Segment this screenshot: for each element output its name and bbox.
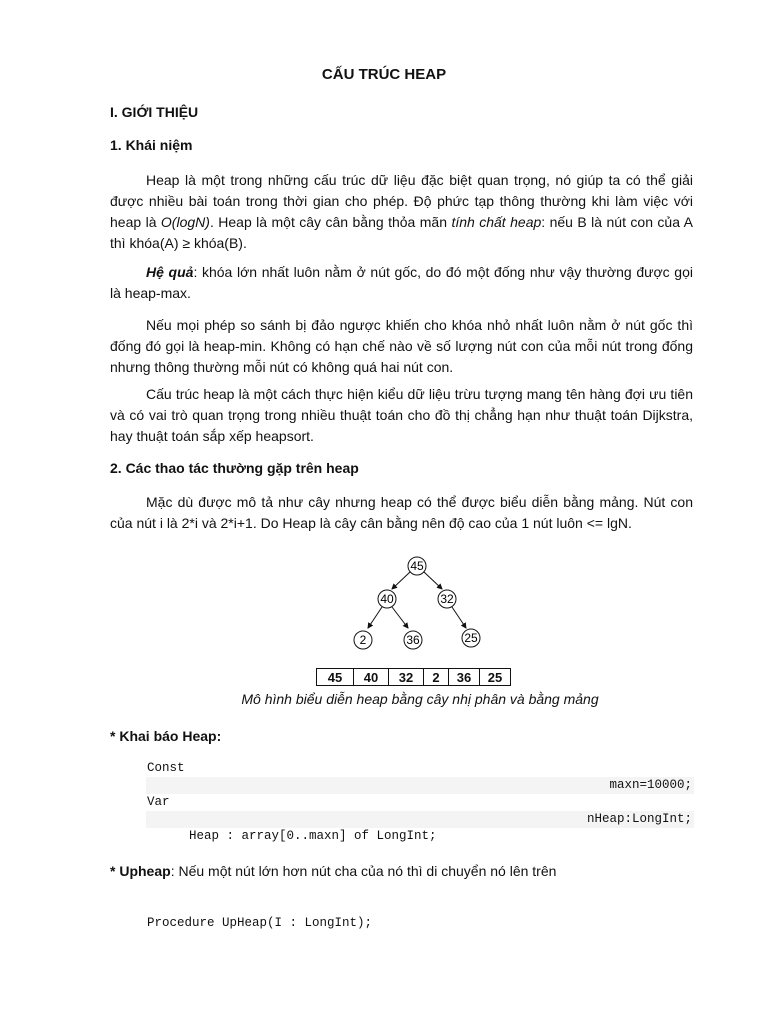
node-right-right-label: 25: [464, 631, 478, 645]
p2-text: : khóa lớn nhất luôn nằm ở nút gốc, do đó một đống như vậy thường được gọi là heap-max.: [110, 264, 693, 301]
p1-complexity: O(logN): [160, 214, 210, 230]
heap-array-row: [317, 669, 511, 686]
paragraph-heap-definition: [110, 170, 693, 254]
node-left-left-label: 2: [359, 633, 367, 647]
array-cell: 25: [480, 669, 511, 686]
code-heap-array-line: Heap : array[0..maxn] of LongInt;: [189, 829, 437, 843]
p1-heap-property: tính chất heap: [451, 214, 542, 230]
edge-45-32: [424, 572, 442, 589]
code-upheap-procedure: Procedure UpHeap(I : LongInt);: [147, 916, 373, 930]
paragraph-priority-queue: Cấu trúc heap là một cách thực hiện kiểu dữ liệu trừu tượng mang tên hàng đợi ưu tiên và có vai trò quan trọng trong nhiều thuật toán cho đồ thị chẳng hạn như thuật toán Dijkstra, hay thuật toán sắp xếp heapsort.: [110, 386, 693, 444]
heap-array-table: [316, 668, 511, 686]
array-cell: 32: [389, 669, 424, 686]
code-nheap-line: nHeap:LongInt;: [586, 812, 692, 826]
code-var-keyword: Var: [147, 795, 170, 809]
section-heading-intro: I. GIỚI THIỆU: [110, 104, 199, 120]
heading-heap-declaration: * Khai báo Heap:: [110, 728, 222, 744]
edge-32-25: [452, 607, 466, 628]
p1-text-a: Heap là một trong những cấu trúc dữ liệu đặc biệt quan trọng, nó giúp ta có thể giải được nhiều bài toán trong thời gian cho phép. Độ phức tạp thông thường khi làm việc với heap là: [110, 172, 693, 230]
node-left-right-label: 36: [406, 633, 420, 647]
upheap-description: [110, 863, 556, 879]
array-cell: 45: [317, 669, 354, 686]
array-cell: 2: [424, 669, 449, 686]
p1-text-e: : nếu B là nút con của A thì khóa(A) ≥ khóa(B).: [110, 214, 693, 251]
code-maxn-line: maxn=10000;: [609, 778, 692, 792]
p1-text-c: . Heap là một cây cân bằng thỏa mãn: [209, 214, 452, 230]
heap-tree-diagram: [340, 553, 500, 658]
paragraph-heap-min: Nếu mọi phép so sánh bị đảo ngược khiến cho khóa nhỏ nhất luôn nằm ở nút gốc thì đống đó gọi là heap-min. Không có hạn chế nào về số lượng nút con của mỗi nút trong đống nhưng thông thường mỗi nút có không quá hai nút con.: [110, 317, 693, 375]
array-cell: 36: [449, 669, 480, 686]
page-title: CẤU TRÚC HEAP: [321, 66, 447, 83]
upheap-bullet: *: [110, 863, 120, 879]
heap-tree-svg: [340, 553, 500, 653]
subheading-operations: 2. Các thao tác thường gặp trên heap: [110, 460, 359, 476]
edge-40-36: [392, 607, 408, 628]
edge-40-2: [368, 607, 382, 628]
node-left-label: 40: [380, 592, 394, 606]
paragraph-array-representation: Mặc dù được mô tả như cây nhưng heap có thể được biểu diễn bằng mảng. Nút con của nút i là 2*i và 2*i+1. Do Heap là cây cân bằng nên độ cao của 1 nút luôn <= lgN.: [110, 494, 693, 531]
upheap-text: : Nếu một nút lớn hơn nút cha của nó thì di chuyển nó lên trên: [170, 863, 557, 879]
edge-45-40: [392, 572, 410, 589]
p2-consequence-label: Hệ quả: [146, 264, 194, 280]
array-cell: 40: [354, 669, 389, 686]
paragraph-consequence: [110, 262, 693, 304]
subheading-concept: 1. Khái niệm: [110, 137, 193, 153]
figure-caption: Mô hình biểu diễn heap bằng cây nhị phân và bằng mảng: [241, 691, 599, 707]
code-const-keyword: Const: [147, 761, 185, 775]
upheap-name: Upheap: [119, 863, 171, 879]
node-root-label: 45: [410, 559, 424, 573]
node-right-label: 32: [440, 592, 454, 606]
